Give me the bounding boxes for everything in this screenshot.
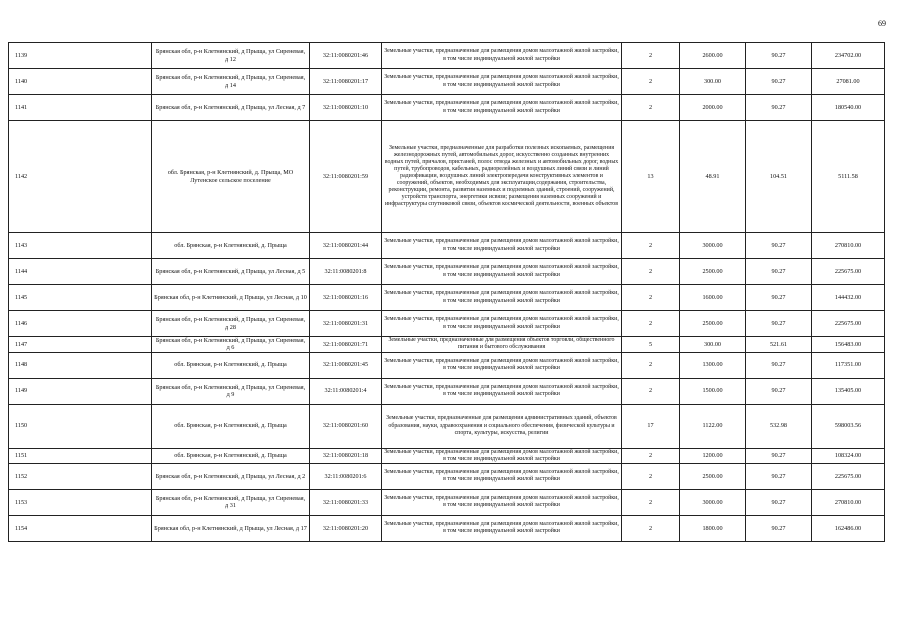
group-cell: 17 xyxy=(622,404,680,448)
group-cell: 2 xyxy=(622,463,680,489)
group-cell: 5 xyxy=(622,337,680,353)
cadastral-number-cell: 32:11:0080201:59 xyxy=(310,121,382,233)
row-number: 1140 xyxy=(9,69,152,95)
specific-value-cell: 90.27 xyxy=(746,95,812,121)
specific-value-cell: 521.61 xyxy=(746,337,812,353)
cadastral-value-table xyxy=(8,42,885,542)
land-use-cell: Земельные участки, предназначенные для размещения домов малоэтажной жилой застройки, в том числе индивидуальной жилой застройки xyxy=(382,311,622,337)
specific-value-cell: 90.27 xyxy=(746,515,812,541)
row-number: 1153 xyxy=(9,489,152,515)
group-cell: 2 xyxy=(622,515,680,541)
address-cell: Брянская обл, р-н Клетнянский, д Прыща, ул Сиреневая, д 14 xyxy=(152,69,310,95)
address-cell: Брянская обл, р-н Клетнянский, д Прыща, ул Сиреневая, д 9 xyxy=(152,378,310,404)
table-row xyxy=(9,95,885,121)
cadastral-value-cell: 270810.00 xyxy=(812,489,885,515)
table-row xyxy=(9,378,885,404)
row-number: 1154 xyxy=(9,515,152,541)
table-row xyxy=(9,285,885,311)
specific-value-cell: 90.27 xyxy=(746,489,812,515)
area-cell: 2500.00 xyxy=(680,463,746,489)
cadastral-number-cell: 32:11:0080201:31 xyxy=(310,311,382,337)
address-cell: Брянская обл, р-н Клетнянский, д Прыща, ул Лесная, д 17 xyxy=(152,515,310,541)
table-row xyxy=(9,448,885,463)
table-row xyxy=(9,259,885,285)
address-cell: Брянская обл, р-н Клетнянский, д Прыща, ул Лесная, д 2 xyxy=(152,463,310,489)
cadastral-number-cell: 32:11:0080201:8 xyxy=(310,259,382,285)
area-cell: 2000.00 xyxy=(680,95,746,121)
cadastral-value-cell: 225675.00 xyxy=(812,259,885,285)
cadastral-value-cell: 225675.00 xyxy=(812,463,885,489)
specific-value-cell: 90.27 xyxy=(746,233,812,259)
specific-value-cell: 90.27 xyxy=(746,463,812,489)
table-row xyxy=(9,233,885,259)
cadastral-number-cell: 32:11:0080201:45 xyxy=(310,352,382,378)
land-use-cell: Земельные участки, предназначенные для размещения домов малоэтажной жилой застройки, в том числе индивидуальной жилой застройки xyxy=(382,43,622,69)
land-use-cell: Земельные участки, предназначенные для размещения домов малоэтажной жилой застройки, в том числе индивидуальной жилой застройки xyxy=(382,285,622,311)
row-number: 1143 xyxy=(9,233,152,259)
area-cell: 1300.00 xyxy=(680,352,746,378)
group-cell: 2 xyxy=(622,259,680,285)
table-row xyxy=(9,311,885,337)
cadastral-number-cell: 32:11:0080201:17 xyxy=(310,69,382,95)
land-use-cell: Земельные участки, предназначенные для размещения домов малоэтажной жилой застройки, в том числе индивидуальной жилой застройки xyxy=(382,378,622,404)
address-cell: Брянская обл, р-н Клетнянский, д Прыща, ул Сиреневая, д 31 xyxy=(152,489,310,515)
table-row xyxy=(9,489,885,515)
table-body xyxy=(9,43,885,542)
land-use-cell: Земельные участки, предназначенные для размещения объектов торговли, общественного питания и бытового обслуживания xyxy=(382,337,622,353)
cadastral-value-cell: 156483.00 xyxy=(812,337,885,353)
table-row xyxy=(9,43,885,69)
area-cell: 1800.00 xyxy=(680,515,746,541)
specific-value-cell: 90.27 xyxy=(746,311,812,337)
area-cell: 300.00 xyxy=(680,69,746,95)
row-number: 1150 xyxy=(9,404,152,448)
table-row xyxy=(9,69,885,95)
row-number: 1151 xyxy=(9,448,152,463)
area-cell: 1122.00 xyxy=(680,404,746,448)
cadastral-number-cell: 32:11:0080201:16 xyxy=(310,285,382,311)
area-cell: 2600.00 xyxy=(680,43,746,69)
cadastral-value-cell: 162486.00 xyxy=(812,515,885,541)
table-row xyxy=(9,404,885,448)
cadastral-value-cell: 598003.56 xyxy=(812,404,885,448)
cadastral-number-cell: 32:11:0080201:6 xyxy=(310,463,382,489)
specific-value-cell: 90.27 xyxy=(746,285,812,311)
cadastral-value-cell: 180540.00 xyxy=(812,95,885,121)
specific-value-cell: 90.27 xyxy=(746,378,812,404)
address-cell: обл. Брянская, р-н Клетнянский, д. Прыща xyxy=(152,404,310,448)
address-cell: обл. Брянская, р-н Клетнянский, д. Прыща xyxy=(152,448,310,463)
cadastral-number-cell: 32:11:0080201:10 xyxy=(310,95,382,121)
land-use-cell: Земельные участки, предназначенные для размещения домов малоэтажной жилой застройки, в том числе индивидуальной жилой застройки xyxy=(382,448,622,463)
area-cell: 1600.00 xyxy=(680,285,746,311)
specific-value-cell: 90.27 xyxy=(746,43,812,69)
address-cell: Брянская обл, р-н Клетнянский, д Прыща, ул Сиреневая, д 28 xyxy=(152,311,310,337)
address-cell: Брянская обл, р-н Клетнянский, д Прыща, ул Сиреневая, д 6 xyxy=(152,337,310,353)
row-number: 1139 xyxy=(9,43,152,69)
cadastral-value-cell: 108324.00 xyxy=(812,448,885,463)
group-cell: 13 xyxy=(622,121,680,233)
cadastral-number-cell: 32:11:0080201:20 xyxy=(310,515,382,541)
group-cell: 2 xyxy=(622,311,680,337)
cadastral-value-cell: 270810.00 xyxy=(812,233,885,259)
land-use-cell: Земельные участки, предназначенные для размещения домов малоэтажной жилой застройки, в том числе индивидуальной жилой застройки xyxy=(382,463,622,489)
specific-value-cell: 90.27 xyxy=(746,352,812,378)
group-cell: 2 xyxy=(622,95,680,121)
cadastral-number-cell: 32:11:0080201:46 xyxy=(310,43,382,69)
land-use-cell: Земельные участки, предназначенные для размещения домов малоэтажной жилой застройки, в том числе индивидуальной жилой застройки xyxy=(382,489,622,515)
cadastral-value-cell: 27081.00 xyxy=(812,69,885,95)
area-cell: 2500.00 xyxy=(680,311,746,337)
area-cell: 3000.00 xyxy=(680,489,746,515)
group-cell: 2 xyxy=(622,285,680,311)
address-cell: обл. Брянская, р-н Клетнянский, д. Прыща xyxy=(152,352,310,378)
specific-value-cell: 90.27 xyxy=(746,448,812,463)
specific-value-cell: 90.27 xyxy=(746,69,812,95)
cadastral-value-cell: 225675.00 xyxy=(812,311,885,337)
cadastral-value-cell: 117351.00 xyxy=(812,352,885,378)
group-cell: 2 xyxy=(622,352,680,378)
table-row xyxy=(9,463,885,489)
row-number: 1152 xyxy=(9,463,152,489)
area-cell: 300.00 xyxy=(680,337,746,353)
row-number: 1146 xyxy=(9,311,152,337)
specific-value-cell: 532.98 xyxy=(746,404,812,448)
address-cell: Брянская обл, р-н Клетнянский, д Прыща, ул Лесная, д 5 xyxy=(152,259,310,285)
address-cell: обл. Брянская, р-н Клетнянский, д. Прыща, МО Лутенское сельское поселение xyxy=(152,121,310,233)
address-cell: Брянская обл, р-н Клетнянский, д Прыща, ул Сиреневая, д 12 xyxy=(152,43,310,69)
row-number: 1147 xyxy=(9,337,152,353)
area-cell: 2500.00 xyxy=(680,259,746,285)
group-cell: 2 xyxy=(622,43,680,69)
address-cell: обл. Брянская, р-н Клетнянский, д. Прыща xyxy=(152,233,310,259)
row-number: 1145 xyxy=(9,285,152,311)
area-cell: 48.91 xyxy=(680,121,746,233)
area-cell: 1200.00 xyxy=(680,448,746,463)
row-number: 1142 xyxy=(9,121,152,233)
group-cell: 2 xyxy=(622,489,680,515)
cadastral-number-cell: 32:11:0080201:60 xyxy=(310,404,382,448)
row-number: 1149 xyxy=(9,378,152,404)
cadastral-value-cell: 135405.00 xyxy=(812,378,885,404)
cadastral-number-cell: 32:11:0080201:71 xyxy=(310,337,382,353)
row-number: 1144 xyxy=(9,259,152,285)
land-use-cell: Земельные участки, предназначенные для размещения домов малоэтажной жилой застройки, в том числе индивидуальной жилой застройки xyxy=(382,69,622,95)
row-number: 1148 xyxy=(9,352,152,378)
cadastral-number-cell: 32:11:0080201:18 xyxy=(310,448,382,463)
cadastral-number-cell: 32:11:0080201:44 xyxy=(310,233,382,259)
land-use-cell: Земельные участки, предназначенные для размещения домов малоэтажной жилой застройки, в том числе индивидуальной жилой застройки xyxy=(382,95,622,121)
land-use-cell: Земельные участки, предназначенные для размещения домов малоэтажной жилой застройки, в том числе индивидуальной жилой застройки xyxy=(382,233,622,259)
specific-value-cell: 90.27 xyxy=(746,259,812,285)
table-row xyxy=(9,121,885,233)
cadastral-value-cell: 5111.58 xyxy=(812,121,885,233)
address-cell: Брянская обл, р-н Клетнянский, д Прыща, ул Лесная, д 7 xyxy=(152,95,310,121)
cadastral-number-cell: 32:11:0080201:33 xyxy=(310,489,382,515)
area-cell: 3000.00 xyxy=(680,233,746,259)
land-use-cell: Земельные участки, предназначенные для размещения домов малоэтажной жилой застройки, в том числе индивидуальной жилой застройки xyxy=(382,515,622,541)
cadastral-number-cell: 32:11:0080201:4 xyxy=(310,378,382,404)
cadastral-value-cell: 144432.00 xyxy=(812,285,885,311)
cadastral-value-cell: 234702.00 xyxy=(812,43,885,69)
table-row xyxy=(9,337,885,353)
table-row xyxy=(9,515,885,541)
land-use-cell: Земельные участки, предназначенные для размещения домов малоэтажной жилой застройки, в том числе индивидуальной жилой застройки xyxy=(382,259,622,285)
address-cell: Брянская обл, р-н Клетнянский, д Прыща, ул Лесная, д 10 xyxy=(152,285,310,311)
land-use-cell: Земельные участки, предназначенные для размещения домов малоэтажной жилой застройки, в том числе индивидуальной жилой застройки xyxy=(382,352,622,378)
group-cell: 2 xyxy=(622,233,680,259)
area-cell: 1500.00 xyxy=(680,378,746,404)
group-cell: 2 xyxy=(622,448,680,463)
specific-value-cell: 104.51 xyxy=(746,121,812,233)
page-number: 69 xyxy=(878,19,886,28)
group-cell: 2 xyxy=(622,378,680,404)
group-cell: 2 xyxy=(622,69,680,95)
table-row xyxy=(9,352,885,378)
row-number: 1141 xyxy=(9,95,152,121)
land-use-cell: Земельные участки, предназначенные для разработки полезных ископаемых, размещения железнодорожных путей, автомобильных дорог, искусственно созданных внутренних водных путей, причалов, пристаней, полос отвода железных и автомобильных дорог, водных путей, трубопроводов, кабельных, радиорелейных и воздушных линий связи и линий радиофикации, воздушных линий электропередачи конструктивных элементов и сооружений, объектов, необходимых для эксплуатации,содержания, строительства, реконструкции, ремонта, развития наземных и подземных зданий, строений, сооружений, устройств транспорта, энергетики исвязи; размещения наземных сооружений и инфраструктуры спутниковой связи, объектов космической деятельности, военных объектов xyxy=(382,121,622,233)
land-use-cell: Земельные участки, предназначенные для размещения административных зданий, объектов образования, науки, здравоохранения и социального обеспечения, физической культуры и спорта, культуры, искусства, религии xyxy=(382,404,622,448)
